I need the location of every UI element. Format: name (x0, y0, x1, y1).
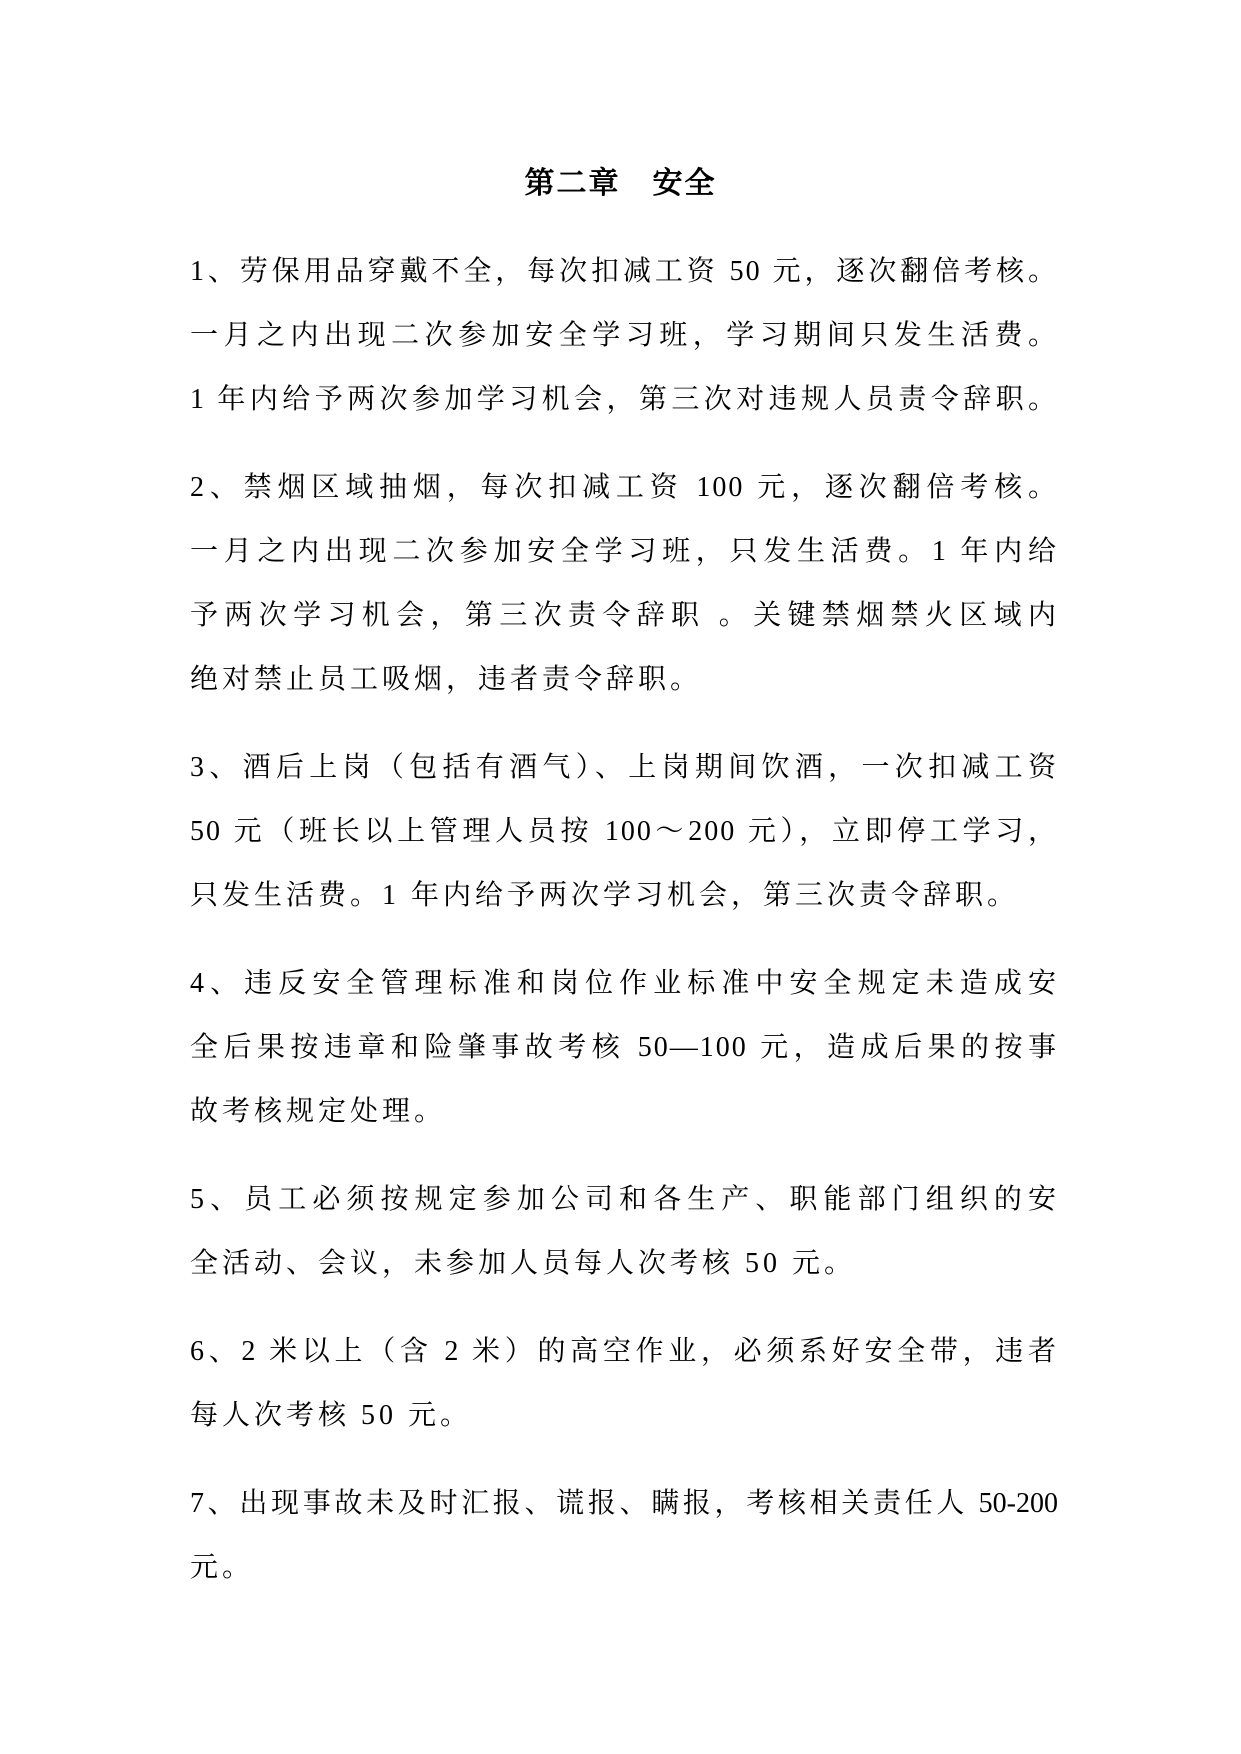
paragraph-line: 3、酒后上岗（包括有酒气）、上岗期间饮酒，一次扣减工资 (190, 752, 1058, 783)
rule-item-7 (190, 1472, 1058, 1600)
rule-item-5 (190, 1168, 1058, 1296)
paragraph-line: 只发生活费。1 年内给予两次学习机会，第三次责令辞职。 (190, 880, 1020, 911)
rule-item-4 (190, 952, 1058, 1144)
paragraph-line: 绝对禁止员工吸烟，违者责令辞职。 (190, 664, 703, 695)
paragraph-line: 全后果按违章和险肇事故考核 50—100 元，造成后果的按事 (190, 1032, 1058, 1063)
paragraph-line: 全活动、会议，未参加人员每人次考核 50 元。 (190, 1248, 857, 1279)
rule-item-1 (190, 240, 1058, 432)
paragraph-line: 一月之内出现二次参加安全学习班，学习期间只发生活费。 (190, 320, 1058, 351)
paragraph-line: 予两次学习机会，第三次责令辞职 。关键禁烟禁火区域内 (190, 600, 1058, 631)
paragraph-line: 2、禁烟区域抽烟，每次扣减工资 100 元，逐次翻倍考核。 (190, 472, 1058, 503)
rule-item-3 (190, 736, 1058, 928)
paragraph-line: 1 年内给予两次参加学习机会，第三次对违规人员责令辞职。 (190, 384, 1058, 415)
paragraph-line: 50 元（班长以上管理人员按 100～200 元），立即停工学习， (190, 816, 1058, 847)
paragraph-line: 元。 (190, 1552, 255, 1583)
paragraph-line: 5、员工必须按规定参加公司和各生产、职能部门组织的安 (190, 1184, 1058, 1215)
document-body (190, 240, 1058, 1624)
rule-item-6 (190, 1320, 1058, 1448)
chapter-title: 第二章 安全 (524, 167, 717, 200)
paragraph-line: 一月之内出现二次参加安全学习班，只发生活费。1 年内给 (190, 536, 1058, 567)
paragraph-line: 4、违反安全管理标准和岗位作业标准中安全规定未造成安 (190, 968, 1058, 999)
paragraph-line: 7、出现事故未及时汇报、谎报、瞒报，考核相关责任人 50-200 (190, 1488, 1058, 1519)
paragraph-line: 6、2 米以上（含 2 米）的高空作业，必须系好安全带，违者 (190, 1336, 1058, 1367)
rule-item-2 (190, 456, 1058, 712)
paragraph-line: 每人次考核 50 元。 (190, 1400, 473, 1431)
paragraph-line: 1、劳保用品穿戴不全，每次扣减工资 50 元，逐次翻倍考核。 (190, 256, 1058, 287)
paragraph-line: 故考核规定处理。 (190, 1096, 447, 1127)
